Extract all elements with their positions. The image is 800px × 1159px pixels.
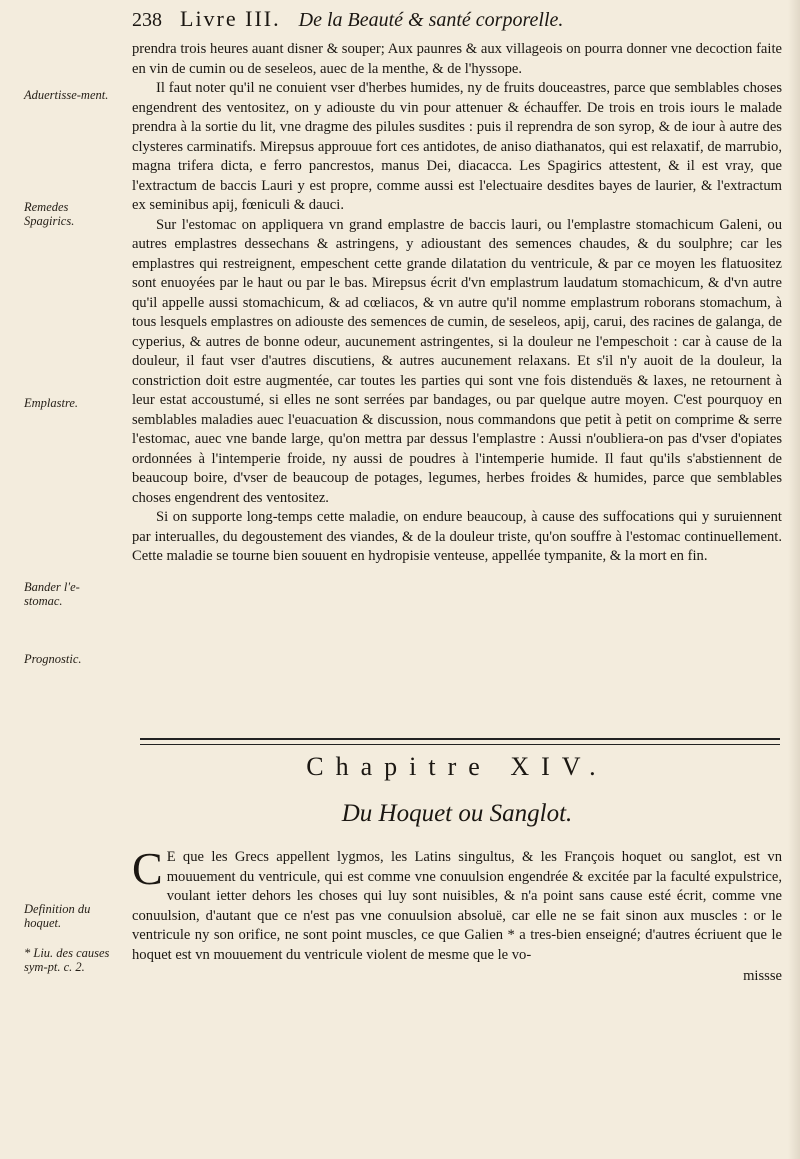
chapter-text: [132, 843, 782, 987]
chapter-heading: Chapitre XIV.: [306, 752, 608, 781]
chapter-paragraph-text: E que les Grecs appellent lygmos, les Latins singultus, & les François hoquet ou sanglot, est vn mouuement du ventricule, qui est comme vne conuulsion engendrée & excitée par la faculté expulstrice, voulant ietter dehors les choses qui luy sont nuisibles, & n'a point sans cause esté écrit, comme vne conuulsion, d'autant que ce n'est pas vne conuulsion absoluë, car elle ne se fait sinon aux muscles : or le ventricule ny son orifice, ne sont point muscles, ce que Galien * a tres-bien enseigné; d'autres écriuent que le hoquet est vn mouuement du ventricule violent de mesme que le vo-: [132, 849, 782, 963]
margin-note-remedes: Remedes Spagirics.: [24, 200, 75, 228]
catchword: missse: [743, 968, 782, 984]
chapter-divider: [140, 738, 780, 745]
margin-note-definition: Definition du hoquet.: [24, 902, 91, 930]
margin-note-aduertissement: Aduertisse-ment.: [24, 88, 109, 102]
margin-note-bander: Bander l'e-stomac.: [24, 580, 80, 608]
chapter-first-paragraph: [132, 843, 782, 965]
running-header: [132, 6, 777, 42]
margin-note-prognostic: Prognostic.: [24, 652, 82, 666]
paragraph: Si on supporte long-temps cette maladie, on endure beaucoup, à cause des suffocations qui y suruiennent par interualles, du degoustement des viandes, & de la douleur triste, qu'on souffre à l'estomac continuellement. Cette maladie se tourne bien souuent en hydropisie venteuse, appellée tympanite, & la mort en fin.: [132, 509, 782, 564]
paragraph: Il faut noter qu'il ne conuient vser d'herbes humides, ny de fruits douceastres, parce que semblables choses engendrent des ventositez, on y adiouste du vin pour attenuer & échauffer. De trois en trois iours le malade prendra à la sortie du lit, vne dragme des pilules susdites : puis il reprendra de son syrop, & de iour à autre des clysteres carminatifs. Mirepsus approuue fort ces antidotes, de aniso diathanatos, qui est relaxatif, de marrubio, magna trifera dicta, e ferro pancrestos, manus Dei, diacacca. Les Spagirics attestent, & il est vray, que l'extractum de baccis Lauri y est propre, comme aussi est l'electuaire desdites bayes de laurier, & l'extractum ex seminibus apij, fœniculi & dauci.: [132, 80, 782, 213]
margin-note-reference: * Liu. des causes sym-pt. c. 2.: [24, 946, 110, 974]
main-text: [132, 40, 782, 567]
paragraph: prendra trois heures auant disner & souper; Aux paunres & aux villageois on pourra donner vne decoction faite en vin de cumin ou de seseleos, auec de la menthe, & de l'hyssope.: [132, 41, 782, 77]
running-title: De la Beauté & santé corporelle.: [298, 9, 564, 31]
page-edge-shadow: [788, 0, 800, 1159]
drop-cap: C: [132, 843, 163, 894]
chapter-subtitle: Du Hoquet ou Sanglot.: [341, 800, 573, 827]
paragraph: Sur l'estomac on appliquera vn grand emplastre de baccis lauri, ou l'emplastre stomachicum Galeni, ou autres emplastres dessechans & astringens, y adioustant des semences chaudes, & du soulphre; car les emplastres qui restreignent, empeschent cette grande dilatation du ventricule, & par ce moyen les flatuositez sont enuoyées par le haut ou par le bas. Mirepsus écrit d'vn emplastrum laudatum stomachicum, & d'vn autre qu'il appelle aussi stomachicum, & ad cœliacos, & vn autre qu'il nomme emplastrum roborans stomachum, à tous lesquels emplastres on adiouste des semences de cumin, de seseleos, apij, carui, des racines de galanga, de cyperius, & autres de bonne odeur, aucunement astringentes, si la douleur ne l'empeschoit : car à cause de la douleur, il faut vser d'autres discutiens, & autres aucunement relaxans. Et s'il n'y auoit de la douleur, la constriction doit estre augmentée, car toutes les parties qui sont vne fois distenduës & laxes, ne retournent à leur estat accoustumé, si elles ne sont serrées par bandages, ou par quelque autre moyen. C'est pourquoy en semblables maladies auec l'euacuation & discussion, nous commandons que petit à petit on comprime & serre l'estomac, auec vne bande large, qu'on mettra par dessus l'emplastre : Aussi n'oubliera-on pas d'vser d'opiates ordonnées à l'intemperie froide, ny aussi de poudres à l'intemperie humide. Il faut qu'ils s'abstiennent de beaucoup boire, d'vser de beaucoup de potages, legumes, herbes froides & humides, parce que semblables choses engendrent des ventositez.: [132, 216, 782, 506]
book-label: Livre III.: [180, 6, 281, 31]
page-number: 238: [132, 9, 162, 31]
margin-note-emplastre: Emplastre.: [24, 396, 79, 410]
